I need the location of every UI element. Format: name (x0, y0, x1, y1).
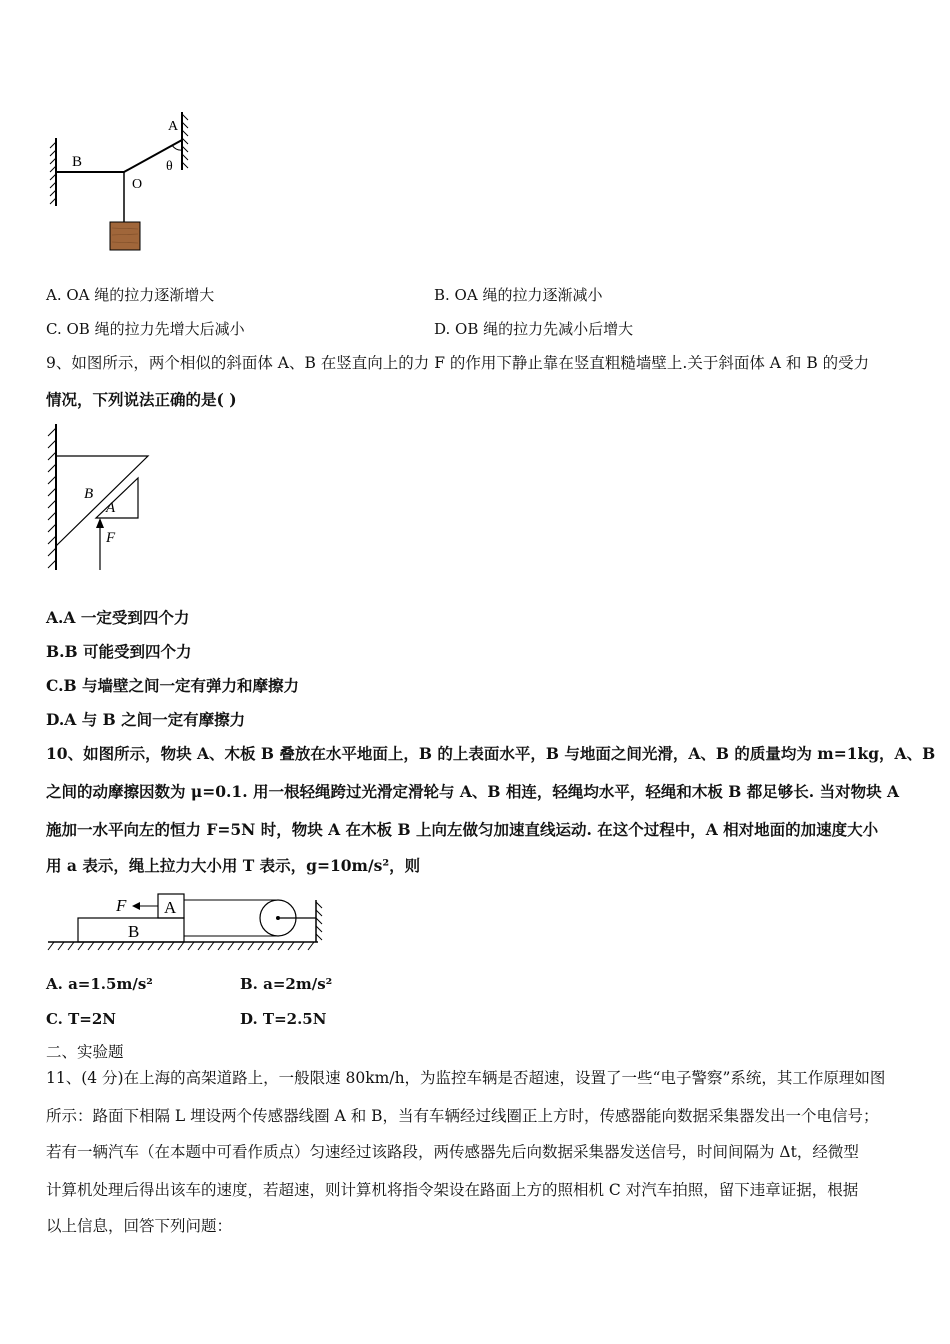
label-b: B (72, 154, 83, 170)
q9-option-d: D.A 与 B 之间一定有摩擦力 (46, 710, 246, 729)
q10-option-b: B. a=2m/s² (240, 975, 333, 993)
q8-option-d: D. OB 绳的拉力先减小后增大 (434, 320, 634, 338)
label-a: A (164, 898, 177, 917)
label-theta: θ (166, 159, 173, 174)
q8-option-b: B. OA 绳的拉力逐渐减小 (434, 286, 603, 304)
q10-stem-line3: 施加一水平向左的恒力 F=5N 时，物块 A 在木板 B 上向左做匀加速直线运动. 在这个过程中，A 相对地面的加速度大小 (46, 820, 879, 839)
q10-stem-line4: 用 a 表示，绳上拉力大小用 T 表示，g=10m/s²，则 (46, 856, 421, 875)
q9-option-b: B.B 可能受到四个力 (46, 642, 192, 661)
q11-line3: 若有一辆汽车（在本题中可看作质点）匀速经过该路段，两传感器先后向数据采集器发送信号，时间间隔为 Δt，经微型 (46, 1143, 859, 1161)
q9-stem-line2: 情况，下列说法正确的是( ) (46, 390, 237, 409)
label-b: B (128, 922, 140, 941)
q11-line1: 11、(4 分)在上海的高架道路上，一般限速 80km/h，为监控车辆是否超速，设置了一些“电子警察”系统，其工作原理如图 (46, 1069, 886, 1087)
q10-stem-line1: 10、如图所示，物块 A、木板 B 叠放在水平地面上，B 的上表面水平，B 与地面之间光滑，A、B 的质量均为 m=1kg，A、B (46, 744, 936, 763)
figure-wedges (40, 420, 170, 580)
label-a: A (168, 119, 179, 134)
q10-option-c: C. T=2N (46, 1010, 116, 1028)
q8-option-a: A. OA 绳的拉力逐渐增大 (46, 286, 215, 304)
label-f: F (106, 530, 116, 546)
q11-line5: 以上信息，回答下列问题： (46, 1217, 233, 1235)
label-o: O (132, 177, 143, 192)
q9-stem-line1: 9、如图所示，两个相似的斜面体 A、B 在竖直向上的力 F 的作用下静止靠在竖直粗糙墙壁上.关于斜面体 A 和 B 的受力 (46, 354, 870, 372)
q9-option-c: C.B 与墙壁之间一定有弹力和摩擦力 (46, 676, 299, 695)
q9-option-a: A.A 一定受到四个力 (46, 608, 190, 627)
q10-option-d: D. T=2.5N (240, 1010, 327, 1028)
q11-line4: 计算机处理后得出该车的速度，若超速，则计算机将指令架设在路面上方的照相机 C 对汽车拍照，留下违章证据，根据 (46, 1181, 859, 1199)
q10-stem-line2: 之间的动摩擦因数为 μ=0.1. 用一根轻绳跨过光滑定滑轮与 A、B 相连，轻绳均水平，轻绳和木板 B 都足够长. 当对物块 A (46, 782, 900, 801)
q11-line2: 所示：路面下相隔 L 埋设两个传感器线圈 A 和 B，当有车辆经过线圈正上方时，传感器能向数据采集器发出一个电信号； (46, 1107, 879, 1125)
label-a: A (106, 500, 116, 516)
figure-pulley-system (44, 886, 334, 956)
label-f: F (116, 896, 127, 915)
label-b: B (84, 486, 94, 502)
q10-option-a: A. a=1.5m/s² (46, 975, 153, 993)
section-heading: 二、实验题 (46, 1043, 124, 1061)
q8-option-c: C. OB 绳的拉力先增大后减小 (46, 320, 245, 338)
figure-rope-system (40, 108, 200, 258)
